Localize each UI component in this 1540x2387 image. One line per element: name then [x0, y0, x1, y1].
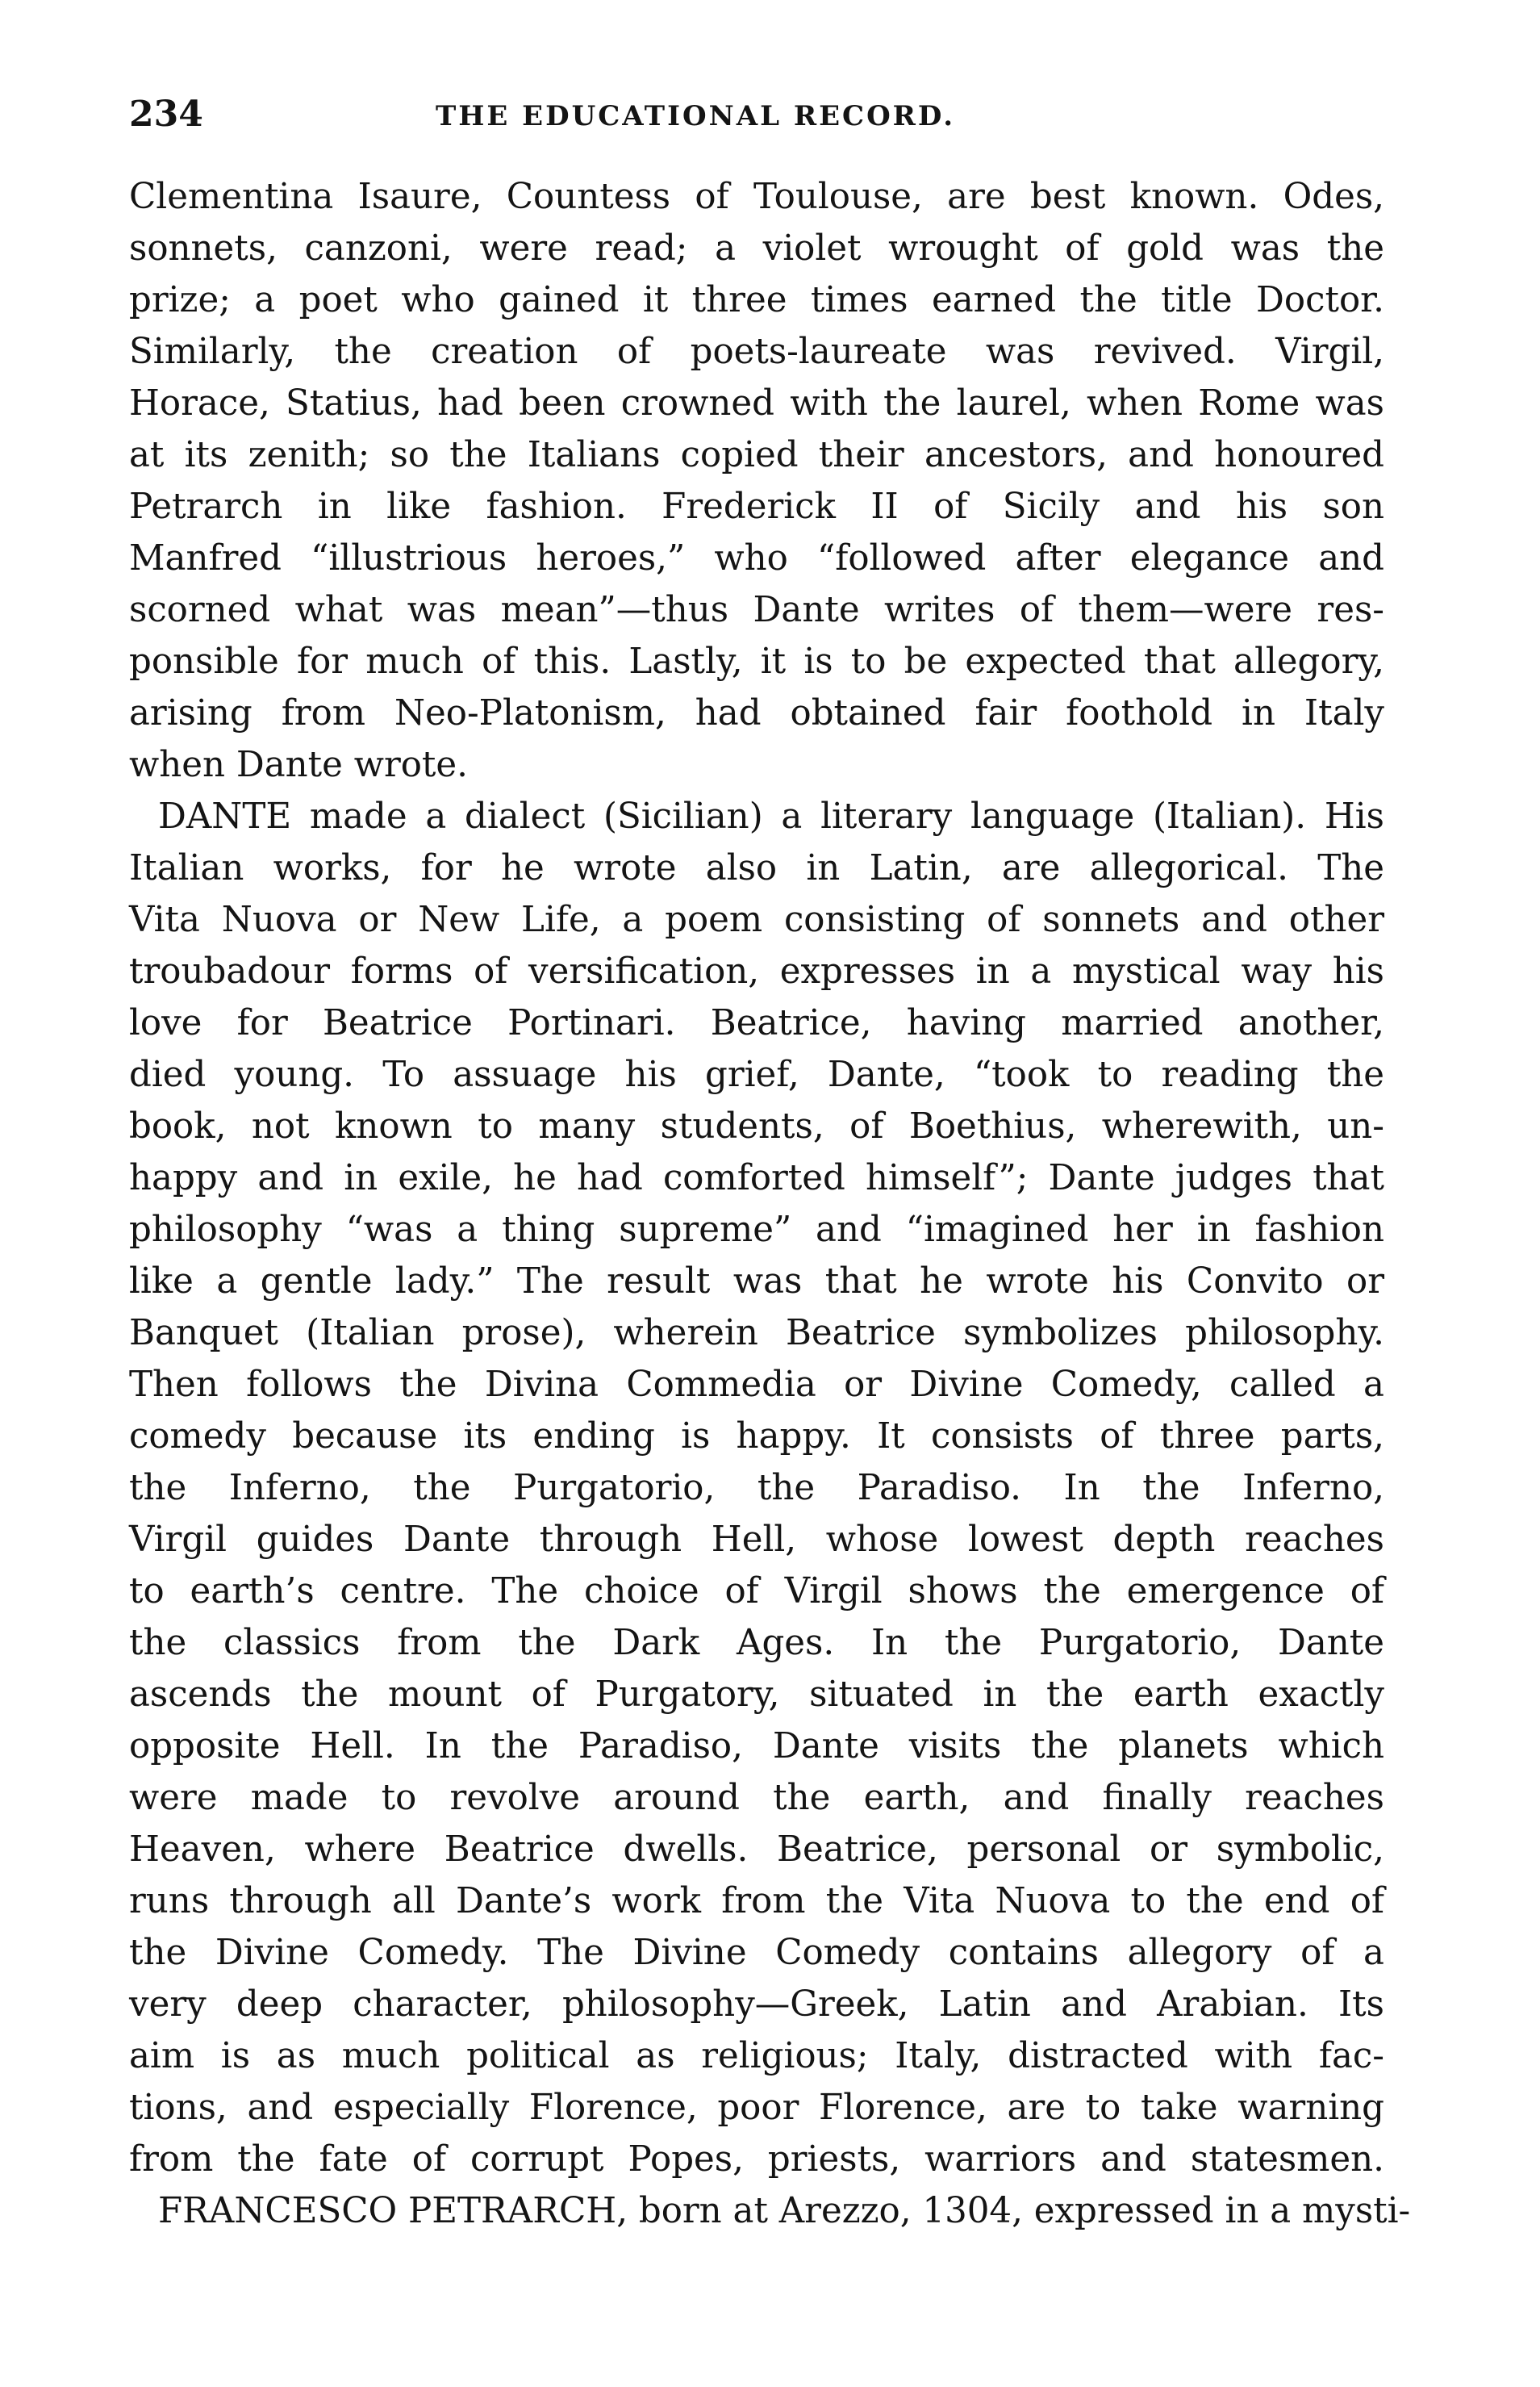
text-line: were made to revolve around the earth, and finally reaches: [129, 1778, 1384, 1818]
text-line: Clementina Isaure, Countess of Toulouse, are best known. Odes,: [129, 177, 1384, 217]
text-line: Manfred “illustrious heroes,” who “followed after elegance and: [129, 538, 1384, 579]
text-line: happy and in exile, he had comforted himself”; Dante judges that: [129, 1158, 1384, 1198]
text-line: Banquet (Italian prose), wherein Beatrice symbolizes philosophy.: [129, 1313, 1384, 1353]
text-line: when Dante wrote.: [129, 745, 468, 785]
text-line: love for Beatrice Portinari. Beatrice, having married another,: [129, 1003, 1384, 1043]
text-line: prize; a poet who gained it three times earned the title Doctor.: [129, 280, 1384, 320]
text-line: book, not known to many students, of Boethius, wherewith, un-: [129, 1106, 1384, 1147]
text-line: DANTE made a dialect (Sicilian) a literary language (Italian). His: [158, 796, 1384, 837]
body-text: [129, 171, 1411, 2237]
text-line: aim is as much political as religious; Italy, distracted with fac-: [129, 2036, 1384, 2076]
text-line: philosophy “was a thing supreme” and “imagined her in fashion: [129, 1210, 1384, 1250]
text-line: the classics from the Dark Ages. In the Purgatorio, Dante: [129, 1623, 1384, 1663]
running-title: THE EDUCATIONAL RECORD.: [436, 100, 956, 132]
text-line: tions, and especially Florence, poor Florence, are to take warning: [129, 2088, 1384, 2128]
text-line: opposite Hell. In the Paradiso, Dante visits the planets which: [129, 1726, 1384, 1766]
text-line: Italian works, for he wrote also in Latin, are allegorical. The: [129, 848, 1384, 888]
text-line: like a gentle lady.” The result was that he wrote his Convito or: [129, 1261, 1384, 1302]
text-line: Similarly, the creation of poets-laureate was revived. Virgil,: [129, 332, 1384, 372]
text-line: Heaven, where Beatrice dwells. Beatrice, personal or symbolic,: [129, 1829, 1384, 1870]
text-line: to earth’s centre. The choice of Virgil shows the emergence of: [129, 1571, 1384, 1612]
text-line: troubadour forms of versification, expresses in a mystical way his: [129, 951, 1384, 992]
text-line: runs through all Dante’s work from the Vita Nuova to the end of: [129, 1881, 1384, 1921]
text-line: from the fate of corrupt Popes, priests, warriors and statesmen.: [129, 2139, 1384, 2180]
text-line: ascends the mount of Purgatory, situated in the earth exactly: [129, 1674, 1384, 1715]
text-line: the Divine Comedy. The Divine Comedy contains allegory of a: [129, 1933, 1384, 1973]
text-line: Vita Nuova or New Life, a poem consisting of sonnets and other: [129, 900, 1384, 940]
text-line: Horace, Statius, had been crowned with the laurel, when Rome was: [129, 383, 1384, 424]
text-line: arising from Neo-Platonism, had obtained fair foothold in Italy: [129, 693, 1384, 734]
text-line: very deep character, philosophy—Greek, Latin and Arabian. Its: [129, 1984, 1384, 2025]
text-line: sonnets, canzoni, were read; a violet wrought of gold was the: [129, 228, 1384, 269]
text-line: scorned what was mean”—thus Dante writes of them—were res-: [129, 590, 1384, 630]
text-line: Petrarch in like fashion. Frederick II of Sicily and his son: [129, 487, 1384, 527]
text-line: at its zenith; so the Italians copied their ancestors, and honoured: [129, 435, 1384, 475]
page-header: [129, 90, 1388, 147]
text-line: ponsible for much of this. Lastly, it is to be expected that allegory,: [129, 642, 1384, 682]
text-line: Then follows the Divina Commedia or Divine Comedy, called a: [129, 1365, 1384, 1405]
text-line: FRANCESCO PETRARCH, born at Arezzo, 1304, expressed in a mysti-: [158, 2191, 1411, 2231]
text-line: died young. To assuage his grief, Dante, “took to reading the: [129, 1055, 1384, 1095]
text-line: comedy because its ending is happy. It consists of three parts,: [129, 1416, 1384, 1457]
text-line: the Inferno, the Purgatorio, the Paradiso. In the Inferno,: [129, 1468, 1384, 1508]
text-line: Virgil guides Dante through Hell, whose lowest depth reaches: [129, 1520, 1384, 1560]
page-number: 234: [129, 94, 203, 135]
